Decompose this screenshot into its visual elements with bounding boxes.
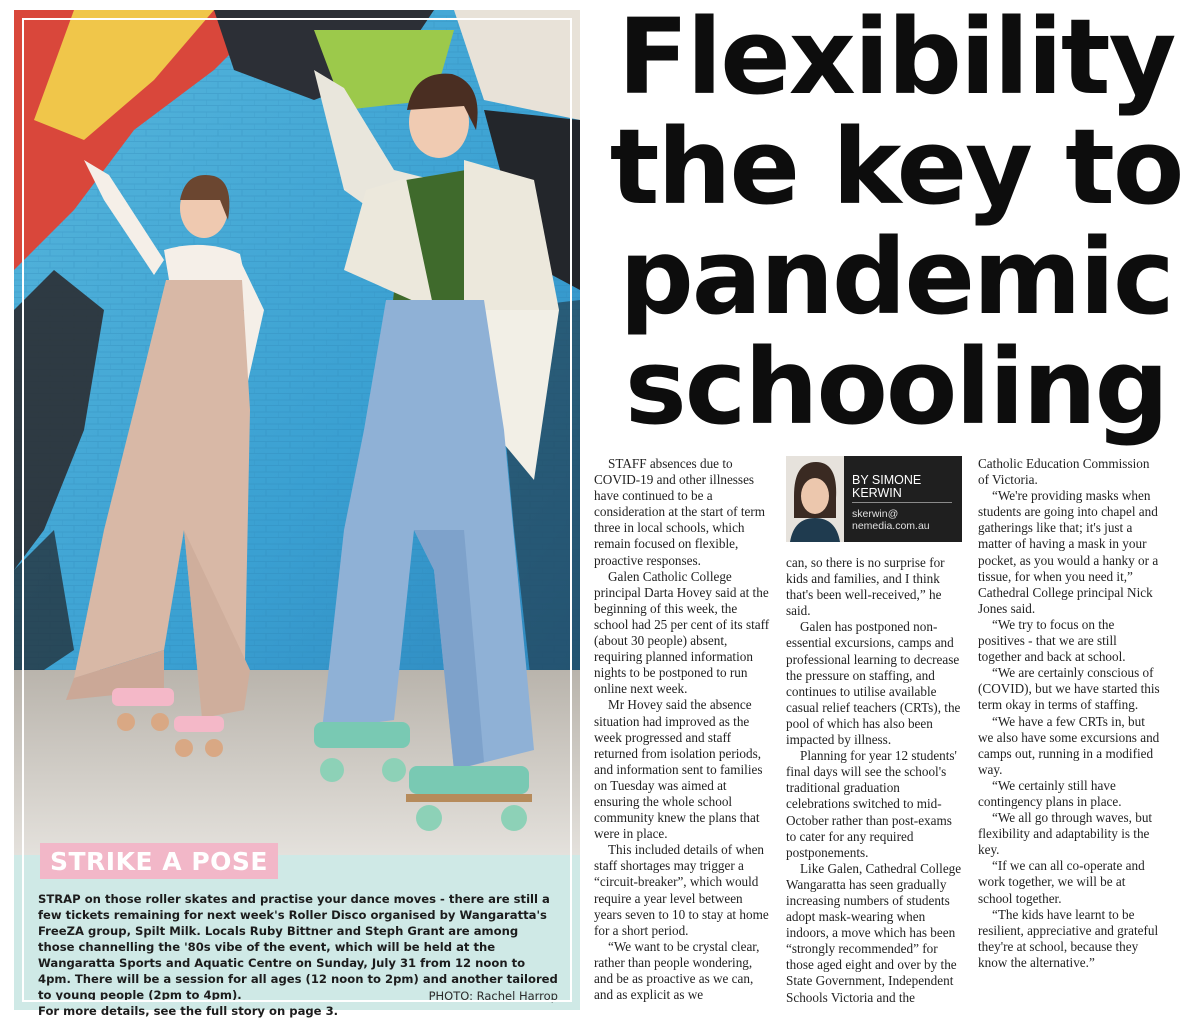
photo-credit: PHOTO: Rachel Harrop <box>428 989 558 1003</box>
paragraph: “If we can all co-operate and work together, we will be at school together. <box>978 858 1145 906</box>
paragraph: Planning for year 12 students' final days will see the school's traditional graduation celebrations switched to mid-October rather than post-exams to cater for any required postponements. <box>786 748 957 860</box>
photo-panel <box>14 10 580 1018</box>
article-column-1 <box>594 456 770 1003</box>
paragraph: Galen has postponed non-essential excursions, camps and professional learning to decrease the pressure on staffing, and continues to utilise available casual relief teachers (CRTs), the pool of which has also been impacted by illness. <box>786 619 961 748</box>
headline-line-1: Flexibility <box>617 0 1175 118</box>
headline-line-3: pandemic <box>619 216 1173 338</box>
headline <box>596 0 1196 448</box>
paragraph: “We're providing masks when students are going into chapel and gatherings like that; it's just a matter of having a mask in your pocket, as you would a hanky or a tissue, for when you need it,” Cathedral College principal Nick Jones said. <box>978 488 1159 616</box>
author-photo <box>786 456 844 542</box>
headline-line-2: the key to <box>609 106 1183 228</box>
paragraph: can, so there is no surprise for kids and families, and I think that's been well-received,” he said. <box>786 555 945 619</box>
paragraph: “We all go through waves, but flexibility and adaptability is the key. <box>978 810 1153 858</box>
paragraph: Catholic Education Commission of Victoria. <box>978 456 1150 488</box>
paragraph: Like Galen, Cathedral College Wangaratta has seen gradually increasing numbers of students adopt mask-wearing when indoors, a move which has been “strongly recommended” for those aged eight and over by the State Government, Independent Schools Victoria and the <box>786 860 962 1005</box>
byline-name-line-2: KERWIN <box>852 486 902 500</box>
article-column-3 <box>978 456 1160 971</box>
byline-divider <box>852 502 952 503</box>
paragraph: Mr Hovey said the absence situation had improved as the week progressed and staff returned from isolation periods, and information sent to families on Tuesday was aimed at ensuring the whole school community knew the plans that were in place. <box>594 697 763 842</box>
caption-body: STRAP on those roller skates and practise your dance moves - there are still a few tickets remaining for next week's Roller Disco organised by Wangaratta's FreeZA group, Spilt Milk. Locals Ruby Bittner and Steph Grant are among those channelling the '80s vibe of the event, which will be held at the Wangaratta Sports and Aquatic Centre on Sunday, July 31 from 12 noon to 4pm. There will be a session for all ages (12 noon to 2pm) and another tailored to young people (2pm to 4pm). <box>38 892 558 1002</box>
byline-name <box>852 474 958 500</box>
paragraph: “We certainly still have contingency plans in place. <box>978 777 1122 809</box>
byline-box <box>786 456 962 542</box>
caption-more: For more details, see the full story on page 3. <box>38 1004 339 1018</box>
paragraph: “The kids have learnt to be resilient, appreciative and grateful they're at school, because they know the alternative.” <box>978 906 1159 970</box>
photo-kicker: STRIKE A POSE <box>40 843 278 879</box>
paragraph: Galen Catholic College principal Darta Hovey said at the beginning of this week, the school had 25 per cent of its staff (about 30 people) absent, requiring planned information nights to be postponed to run online next week. <box>594 568 770 697</box>
headline-line-4: schooling <box>624 326 1168 448</box>
byline-name-line-1: BY SIMONE <box>852 473 922 487</box>
byline-email-line-1: skerwin@ <box>852 508 899 520</box>
byline-email <box>852 508 958 532</box>
paragraph: “We are certainly conscious of (COVID), but we have started this term okay in terms of staffing. <box>978 665 1160 713</box>
paragraph: “We have a few CRTs in, but we also have some excursions and camps out, running in a modified way. <box>978 713 1160 777</box>
paragraph: This included details of when staff shortages may trigger a “circuit-breaker”, which would require a year level between years seven to 10 to stay at home for a short period. <box>594 842 769 938</box>
paragraph: STAFF absences due to COVID-19 and other illnesses have continued to be a consideration at the start of term three in local schools, which remain focused on flexible, proactive responses. <box>594 456 766 568</box>
byline-email-line-2: nemedia.com.au <box>852 520 930 532</box>
paragraph: “We try to focus on the positives - that we are still together and back at school. <box>978 616 1126 665</box>
paragraph: “We want to be crystal clear, rather than people wondering, and be as proactive as we can, and as explicit as we <box>594 938 760 1003</box>
photo-frame-border <box>22 18 572 1002</box>
article-column-2 <box>786 555 962 1006</box>
